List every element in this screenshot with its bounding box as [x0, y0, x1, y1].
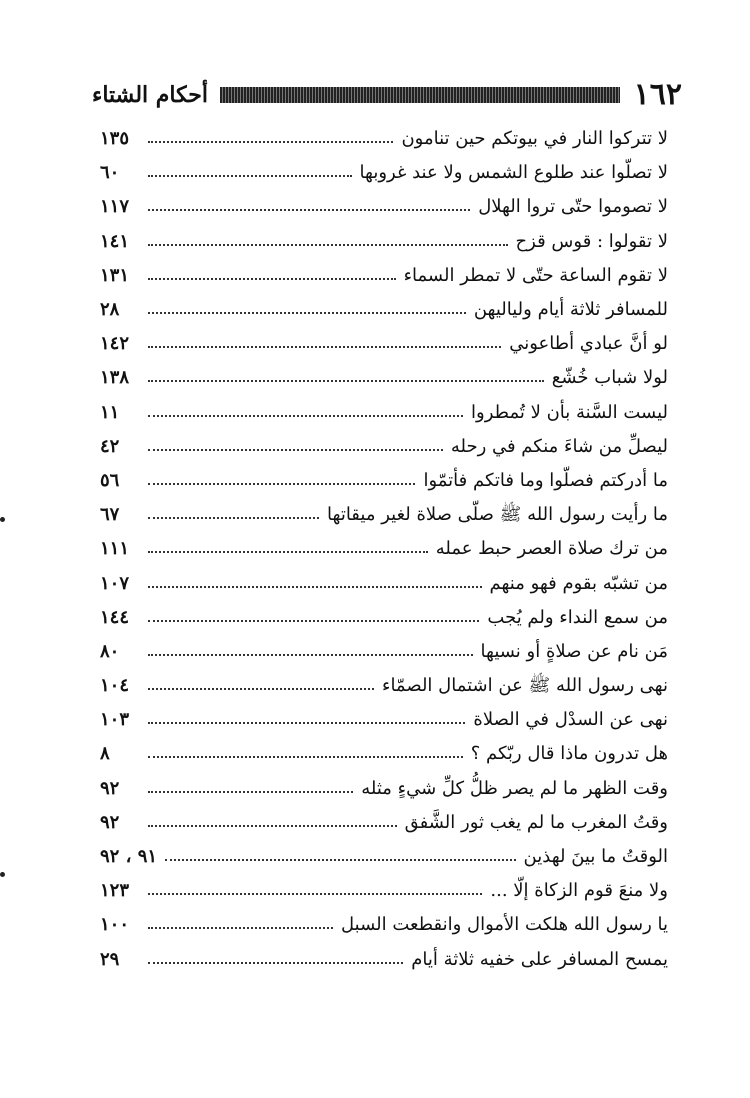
entry-text: من تشبّه بقوم فهو منهم [489, 572, 668, 594]
index-entry [100, 737, 668, 771]
entry-page-number: ٥٦ [100, 469, 120, 491]
entry-page-number: ١١١ [100, 538, 130, 560]
dot-leader [148, 756, 463, 758]
dot-leader [148, 825, 397, 827]
dot-leader [148, 244, 508, 246]
entry-page-number: ١٠٠ [100, 914, 130, 936]
index-entry [100, 498, 668, 532]
dot-leader [148, 346, 501, 348]
entry-text: للمسافر ثلاثة أيام ولياليهن [473, 299, 668, 321]
dot-leader [148, 654, 473, 656]
entry-page-number: ٦٠ [100, 162, 120, 184]
dot-leader [148, 791, 353, 793]
entry-text: ليصلِّ من شاءَ منكم في رحله [450, 435, 668, 457]
entry-page-number: ١١ [100, 401, 120, 423]
entry-page-number: ٦٧ [100, 504, 120, 526]
dot-leader [148, 893, 482, 895]
dot-leader [148, 278, 396, 280]
dot-leader [148, 688, 374, 690]
entry-text: ولا منعَ قوم الزكاة إلّا ... [490, 880, 668, 902]
dot-leader [148, 722, 465, 724]
entry-page-number: ١٣٨ [100, 367, 130, 389]
entry-text: من ترك صلاة العصر حبط عمله [435, 538, 668, 560]
index-entry [100, 396, 668, 430]
index-entry [100, 566, 668, 600]
index-entry [100, 806, 668, 840]
index-entry [100, 156, 668, 190]
dot-leader [148, 175, 352, 177]
index-entry [100, 225, 668, 259]
page-header [92, 78, 682, 112]
entry-page-number: ٩٢ [100, 811, 120, 833]
entry-page-number: ١٠٧ [100, 572, 130, 594]
dot-leader [148, 620, 479, 622]
margin-mark [0, 517, 5, 522]
dot-leader [165, 859, 516, 861]
dot-leader [148, 962, 403, 964]
entry-text: نهى عن السدْل في الصلاة [473, 709, 668, 731]
index-entry [100, 840, 668, 874]
entry-page-number: ٩١ ، ٩٢ [100, 846, 158, 868]
entry-text: يمسح المسافر على خفيه ثلاثة أيام [411, 948, 668, 970]
index-entry [100, 259, 668, 293]
dot-leader [148, 586, 482, 588]
entry-text: وقتُ المغرب ما لم يغب ثور الشَّفق [404, 811, 668, 833]
dot-leader [148, 517, 319, 519]
entry-text: وقت الظهر ما لم يصر ظلُّ كلِّ شيءٍ مثله [361, 777, 668, 799]
dot-leader [148, 415, 463, 417]
index-entry [100, 293, 668, 327]
dot-leader [148, 312, 466, 314]
dot-leader [148, 483, 415, 485]
entry-text: هل تدرون ماذا قال ربّكم ؟ [470, 743, 668, 765]
book-title: أحكام الشتاء [92, 82, 208, 108]
hadith-index-list [100, 122, 668, 977]
index-entry [100, 703, 668, 737]
dot-leader [148, 380, 544, 382]
entry-page-number: ١٣٥ [100, 128, 130, 150]
entry-text: ما أدركتم فصلّوا وما فاتكم فأتمّوا [423, 469, 668, 491]
entry-text: لولا شباب خُشّع [551, 367, 668, 389]
entry-page-number: ١٠٣ [100, 709, 130, 731]
index-entry [100, 943, 668, 977]
entry-text: من سمع النداء ولم يُجب [487, 606, 668, 628]
entry-page-number: ١٤٢ [100, 333, 130, 355]
margin-mark [0, 872, 5, 877]
entry-page-number: ١٢٣ [100, 880, 130, 902]
dot-leader [148, 209, 470, 211]
entry-page-number: ١٠٤ [100, 675, 130, 697]
entry-text: لو أنَّ عبادي أطاعوني [509, 333, 668, 355]
dot-leader [148, 141, 393, 143]
entry-text: يا رسول الله هلكت الأموال وانقطعت السبل [341, 914, 668, 936]
entry-page-number: ٨٠ [100, 640, 120, 662]
entry-text: الوقتُ ما بينَ لهذين [523, 846, 668, 868]
entry-page-number: ٢٩ [100, 948, 120, 970]
entry-page-number: ١١٧ [100, 196, 130, 218]
index-entry [100, 464, 668, 498]
index-entry [100, 532, 668, 566]
index-entry [100, 669, 668, 703]
index-entry [100, 122, 668, 156]
index-entry [100, 430, 668, 464]
entry-page-number: ٢٨ [100, 299, 120, 321]
entry-page-number: ١٤١ [100, 230, 130, 252]
dot-leader [148, 927, 333, 929]
index-entry [100, 361, 668, 395]
entry-page-number: ٩٢ [100, 777, 120, 799]
index-entry [100, 908, 668, 942]
dot-leader [148, 449, 443, 451]
entry-text: لا تصلّوا عند طلوع الشمس ولا عند غروبها [359, 162, 668, 184]
entry-text: لا تقولوا : قوس قزح [515, 230, 668, 252]
entry-text: نهى رسول الله ﷺ عن اشتمال الصمّاء [381, 675, 668, 697]
entry-page-number: ٤٢ [100, 435, 120, 457]
entry-text: لا تتركوا النار في بيوتكم حين تنامون [401, 128, 668, 150]
entry-text: لا تصوموا حتّى تروا الهلال [478, 196, 668, 218]
entry-page-number: ١٤٤ [100, 606, 130, 628]
dot-leader [148, 551, 428, 553]
index-entry [100, 635, 668, 669]
index-entry [100, 874, 668, 908]
header-rule [220, 87, 620, 103]
page-number: ١٦٢ [633, 77, 682, 112]
index-entry [100, 601, 668, 635]
entry-page-number: ١٣١ [100, 264, 130, 286]
index-entry [100, 190, 668, 224]
index-entry [100, 772, 668, 806]
entry-text: ليست السَّنة بأن لا تُمطروا [471, 401, 668, 423]
entry-text: ما رأيت رسول الله ﷺ صلّى صلاة لغير ميقاتها [327, 504, 668, 526]
index-entry [100, 327, 668, 361]
entry-text: مَن نام عن صلاةٍ أو نسيها [480, 640, 668, 662]
entry-page-number: ٨ [100, 743, 110, 765]
entry-text: لا تقوم الساعة حتّى لا تمطر السماء [403, 264, 668, 286]
